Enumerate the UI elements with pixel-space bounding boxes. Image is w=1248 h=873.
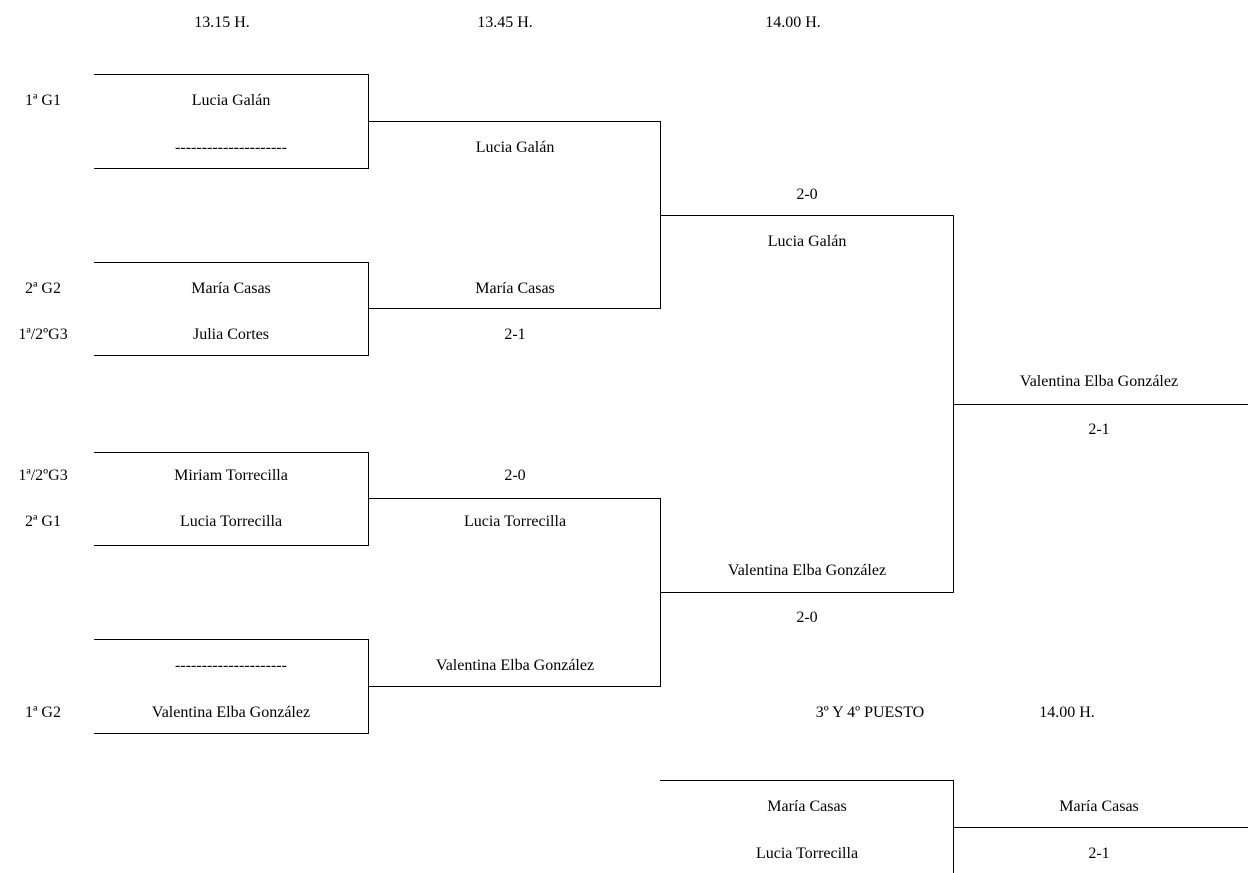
bracket-line — [94, 452, 369, 453]
round3-time: 14.00 H. — [765, 14, 821, 31]
bracket-line — [953, 827, 1248, 828]
player-name: Lucia Torrecilla — [755, 845, 859, 862]
player-name: Valentina Elba González — [151, 704, 311, 721]
bracket-line — [94, 262, 369, 263]
bye-placeholder: --------------------- — [175, 657, 287, 674]
bracket-line — [94, 639, 369, 640]
bracket-line — [953, 404, 1248, 405]
player-name: Julia Cortes — [193, 326, 269, 343]
player-name: María Casas — [767, 798, 847, 815]
seed-label: 2ª G2 — [25, 280, 61, 297]
bracket-line — [368, 308, 661, 309]
third-place-time: 14.00 H. — [1039, 704, 1095, 721]
winner-name: Lucia Torrecilla — [463, 513, 567, 530]
bracket-line — [368, 452, 369, 546]
third-place-heading: 3º Y 4º PUESTO — [815, 704, 925, 721]
match-score: 2-0 — [796, 609, 818, 626]
bye-placeholder: --------------------- — [175, 139, 287, 156]
winner-name: María Casas — [475, 280, 555, 297]
bracket-line — [368, 498, 661, 499]
match-score: 2-0 — [504, 467, 526, 484]
player-name: Lucia Torrecilla — [179, 513, 283, 530]
winner-name: Lucia Galán — [475, 139, 555, 156]
bracket-line — [94, 733, 369, 734]
round1-time: 13.15 H. — [194, 14, 250, 31]
bracket-line — [94, 74, 369, 75]
seed-label: 1ª/2ºG3 — [18, 467, 68, 484]
bracket-line — [368, 262, 369, 356]
champion-name: Valentina Elba González — [1019, 373, 1179, 390]
seed-label: 2ª G1 — [25, 513, 61, 530]
seed-label: 1ª G1 — [25, 92, 61, 109]
bracket-line — [660, 592, 954, 593]
seed-label: 1ª/2ºG3 — [18, 326, 68, 343]
winner-name: Valentina Elba González — [727, 562, 887, 579]
bracket-line — [660, 780, 954, 781]
winner-name: María Casas — [1059, 798, 1139, 815]
player-name: Lucia Galán — [191, 92, 271, 109]
bracket-line — [368, 121, 661, 122]
bracket-line — [94, 355, 369, 356]
bracket-line — [368, 686, 661, 687]
bracket-line — [94, 545, 369, 546]
match-score: 2-1 — [1088, 421, 1110, 438]
match-score: 2-1 — [1088, 845, 1110, 862]
bracket-line — [94, 168, 369, 169]
match-score: 2-1 — [504, 326, 526, 343]
match-score: 2-0 — [796, 186, 818, 203]
seed-label: 1ª G2 — [25, 704, 61, 721]
winner-name: Valentina Elba González — [435, 657, 595, 674]
round2-time: 13.45 H. — [477, 14, 533, 31]
winner-name: Lucia Galán — [767, 233, 847, 250]
bracket-line — [660, 215, 954, 216]
player-name: Miriam Torrecilla — [174, 467, 288, 484]
player-name: María Casas — [191, 280, 271, 297]
